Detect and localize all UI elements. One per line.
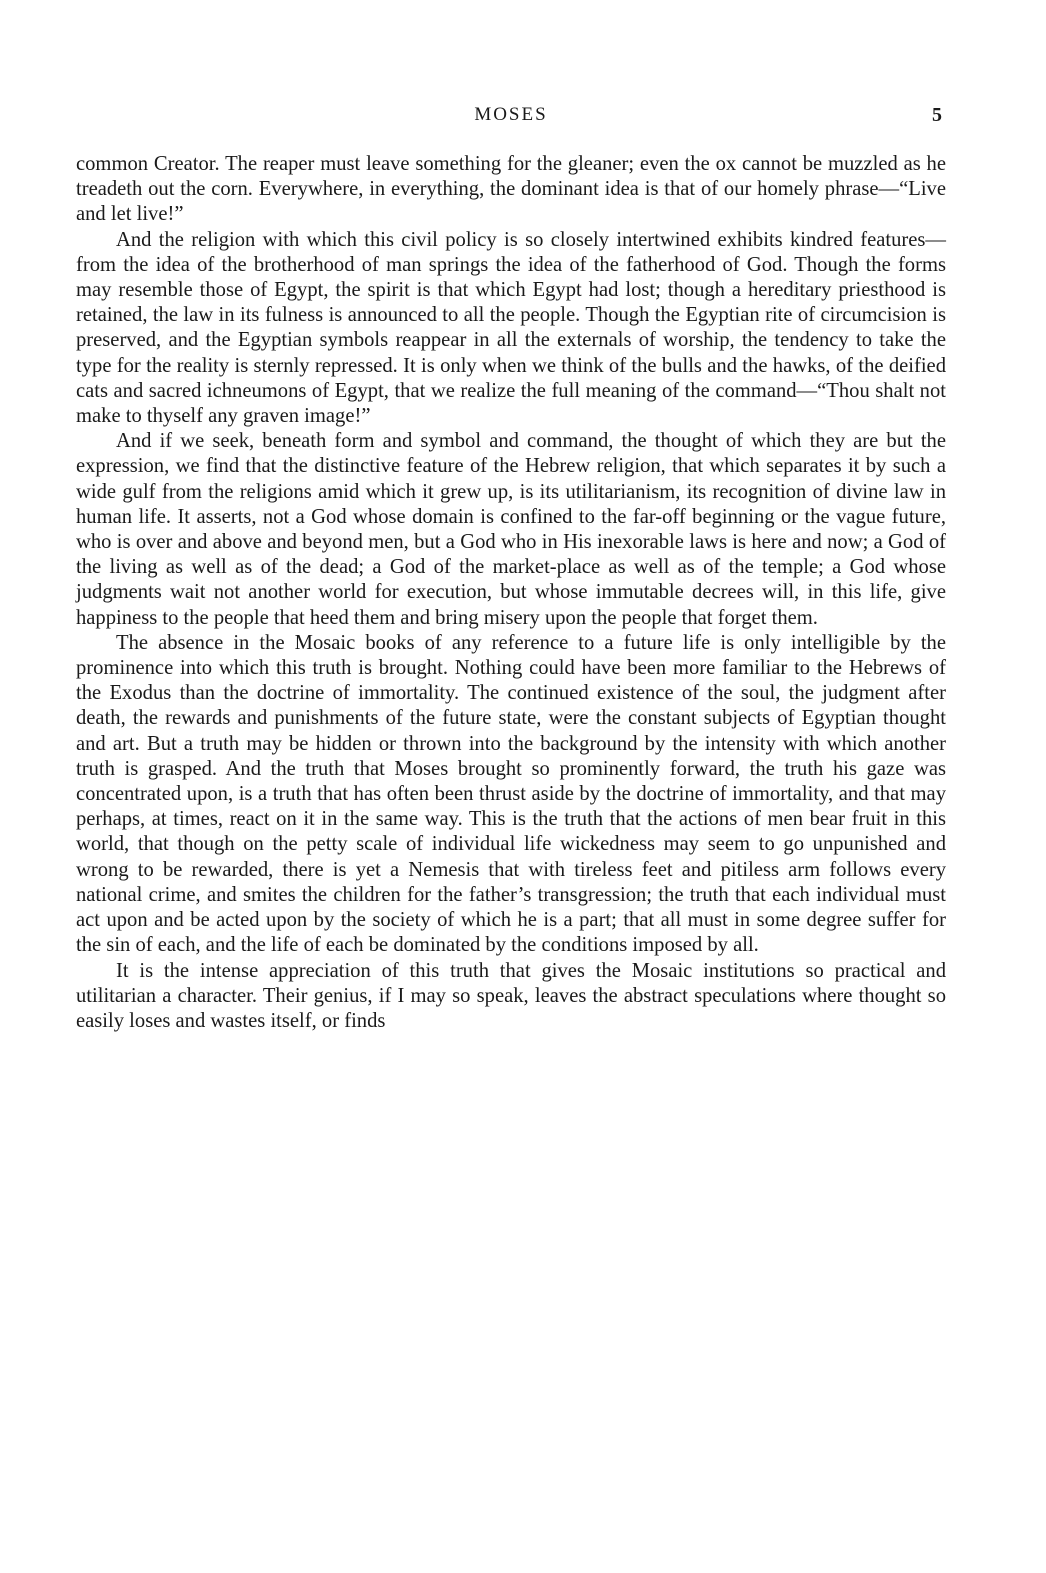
paragraph: The absence in the Mosaic books of any reference to a future life is only intelligible by the prominence into which this truth is brought. Nothing could have been more familiar to the Hebrews of the Exodus than the doctrine of immortality. The continued existence of the soul, the judgment after death, the rewards and punishments of the future state, were the constant subjects of Egyptian thought and art. But a truth may be hidden or thrown into the background by the intensity with which another truth is grasped. And the truth that Moses brought so prominently forward, the truth his gaze was concentrated upon, is a truth that has often been thrust aside by the doctrine of immortality, and that may perhaps, at times, react on it in the same way. This is the truth that the actions of men bear fruit in this world, that though on the petty scale of individual life wickedness may seem to go unpunished and wrong to be rewarded, there is yet a Nemesis that with tireless feet and pitiless arm follows every national crime, and smites the children for the father’s transgression; the truth that each individual must act upon and be acted upon by the society of which he is a part; that all must in some degree suffer for the sin of each, and the life of each be dominated by the conditions imposed by all. xyxy=(76,631,946,957)
paragraph: common Creator. The reaper must leave something for the gleaner; even the ox cannot be muzzled as he treadeth out the corn. Everywhere, in everything, the dominant idea is that of our homely phrase—“Live and let live!” xyxy=(76,153,946,226)
page-number: 5 xyxy=(932,104,942,126)
running-title: MOSES xyxy=(474,104,548,125)
body-text xyxy=(76,152,946,1034)
book-page xyxy=(76,104,946,1034)
paragraph: And the religion with which this civil policy is so closely intertwined exhibits kindred features—from the idea of the brotherhood of man springs the idea of the fatherhood of God. Though the forms may resemble those of Egypt, the spirit is that which Egypt had lost; though a hereditary priesthood is retained, the law in its fulness is announced to all the people. Though the Egyptian rite of circumcision is preserved, and the Egyptian symbols reappear in all the externals of worship, the tendency to take the type for the reality is sternly repressed. It is only when we think of the bulls and the hawks, of the deified cats and sacred ichneumons of Egypt, that we realize the full meaning of the command—“Thou shalt not make to thyself any graven image!” xyxy=(76,228,946,428)
paragraph: And if we seek, beneath form and symbol and command, the thought of which they are but the expression, we find that the distinctive feature of the Hebrew religion, that which separates it by such a wide gulf from the religions amid which it grew up, is its utilitarianism, its recognition of divine law in human life. It asserts, not a God whose domain is confined to the far-off beginning or the vague future, who is over and above and beyond men, but a God who in His inexorable laws is here and now; a God of the living as well as of the dead; a God of the market-place as well as of the temple; a God whose judgments wait not another world for execution, but whose immutable decrees will, in this life, give happiness to the people that heed them and bring misery upon the people that forget them. xyxy=(76,430,946,629)
running-head xyxy=(76,104,946,136)
paragraph: It is the intense appreciation of this truth that gives the Mosaic institutions so practical and utilitarian a character. Their genius, if I may so speak, leaves the abstract speculations where thought so easily loses and wastes itself, or finds xyxy=(76,959,946,1032)
